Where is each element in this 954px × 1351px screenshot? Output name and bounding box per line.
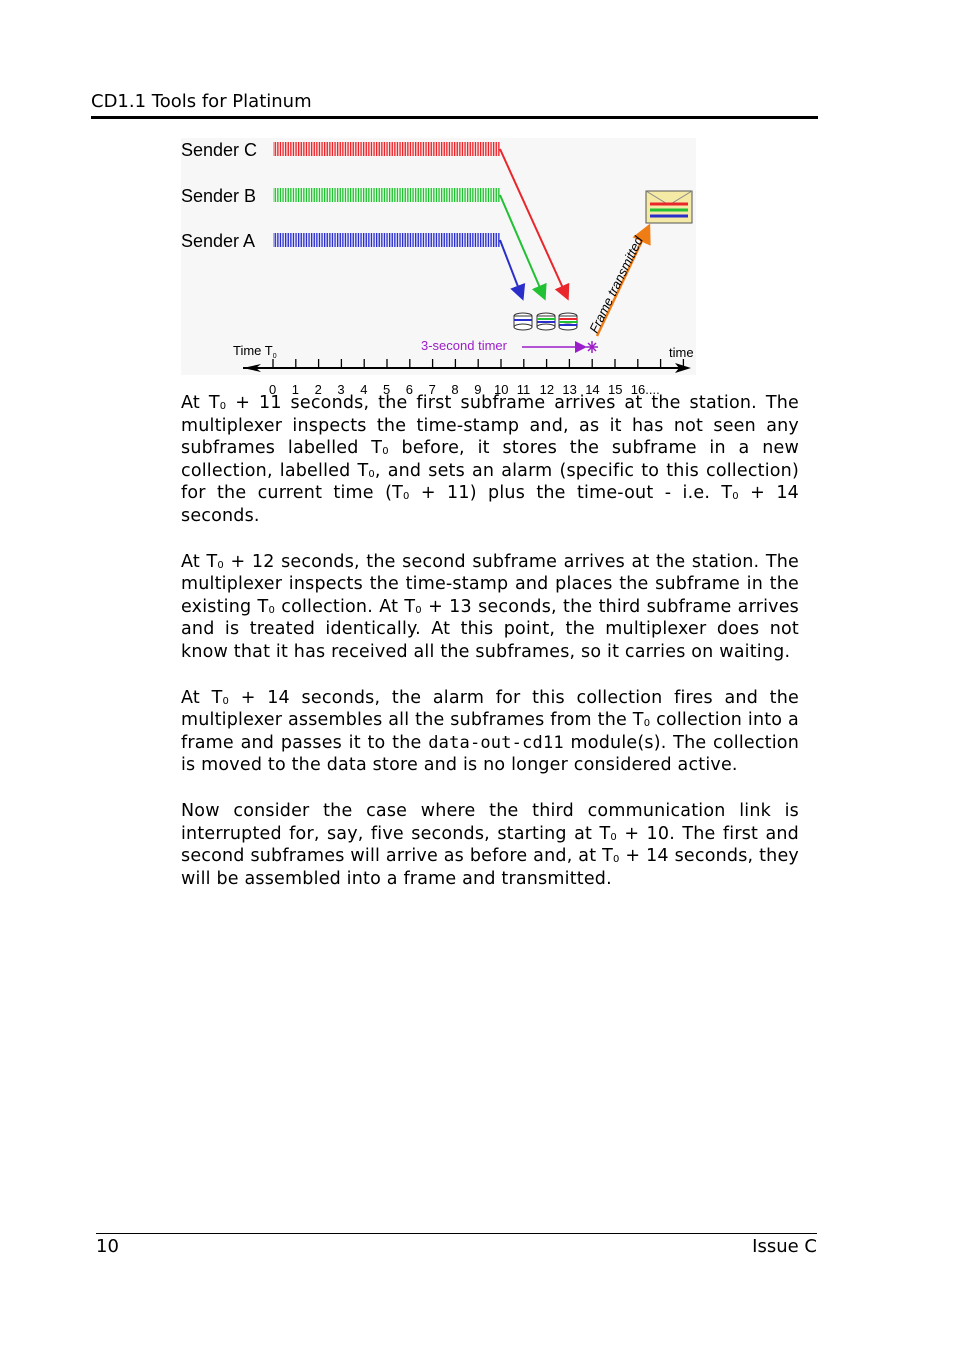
collection-disk-icon xyxy=(537,313,555,330)
axis-tick-label: 11 xyxy=(516,382,531,397)
sender-c-label: Sender C xyxy=(181,140,258,160)
issue-label: Issue C xyxy=(752,1236,817,1257)
timing-diagram xyxy=(181,138,701,400)
page-number: 10 xyxy=(96,1236,119,1257)
axis-tick-label: 2 xyxy=(314,382,322,397)
sender-a-label: Sender A xyxy=(181,231,256,251)
collection-disk-icon xyxy=(514,313,532,330)
subscript: 0 xyxy=(368,468,375,480)
text-run: At T xyxy=(181,393,220,413)
module-name: data-out-cd11 xyxy=(428,732,564,753)
axis-tick-label: 7 xyxy=(428,382,436,397)
text-run: + 11 seconds, the first subframe arrives at the station. The multiplexer inspects the time-stamp and, as it has not seen any subframes labelled T xyxy=(181,393,800,459)
sender-b-label: Sender B xyxy=(181,186,257,206)
subscript: 0 xyxy=(217,559,224,571)
subscript: 0 xyxy=(268,604,276,616)
running-header: CD1.1 Tools for Platinum xyxy=(91,91,312,112)
subscript: 0 xyxy=(613,854,620,866)
paragraph xyxy=(181,800,799,890)
axis-tick-label: 1 xyxy=(291,382,300,397)
envelope-icon xyxy=(646,191,692,223)
axis-tick-label: 0 xyxy=(269,382,277,397)
subscript: 0 xyxy=(732,491,739,503)
timer-label: 3-second timer xyxy=(421,338,507,353)
axis-tick-label: 16.... xyxy=(630,382,660,397)
axis-tick-label: 8 xyxy=(451,382,459,397)
text-run: Now consider the case where the third communication link is interrupted for, say, five seconds, starting at T xyxy=(181,800,799,844)
sender-a-stream xyxy=(273,233,500,247)
text-run: + 14 seconds, they will be assembled into a frame and transmitted. xyxy=(181,846,799,889)
text-run: At T xyxy=(181,687,223,708)
axis-tick-label: 14 xyxy=(585,382,600,397)
subscript: 0 xyxy=(219,401,227,412)
axis-tick-label: 13 xyxy=(562,382,577,397)
text-run: + 12 seconds, the second subframe arrives at the station. The multiplexer inspects the time-stamp and places the subframe in the existing T xyxy=(181,551,799,617)
paragraph xyxy=(181,687,799,777)
sender-c-stream xyxy=(273,142,500,156)
axis-tick-label: 5 xyxy=(383,382,391,397)
text-run: module(s). The collection is moved to the data store and is no longer considered active. xyxy=(181,732,799,776)
subscript: 0 xyxy=(643,718,651,730)
axis-tick-label: 15 xyxy=(608,382,623,397)
axis-tick-label: 9 xyxy=(474,382,482,397)
text-run: , and sets an alarm (specific to this collection) for the current time (T xyxy=(181,460,799,504)
subscript: 0 xyxy=(382,446,389,458)
frame-transmitted-label: Frame transmitted xyxy=(586,233,646,336)
text-run: At T xyxy=(181,551,218,572)
footer-rule xyxy=(96,1233,817,1234)
subscript: 0 xyxy=(403,491,410,503)
text-run: collection into a frame and passes it to the xyxy=(181,710,799,753)
text-run: + 11) plus the time-out - i.e. T xyxy=(409,483,733,504)
paragraph xyxy=(181,392,799,528)
header-rule xyxy=(91,116,818,119)
axis-tick-label: 6 xyxy=(405,382,414,397)
collection-disk-icon xyxy=(559,313,577,330)
axis-tick-label: 4 xyxy=(360,382,368,397)
time-origin-label: Time $T_0$ xyxy=(233,343,277,360)
text-run: + 13 seconds, the third subframe arrives and is treated identically. At this point, the multiplexer does not know that it has received all the subframes, so it carries on waiting. xyxy=(181,596,799,662)
subscript: 0 xyxy=(610,831,617,843)
axis-tick-label: 10 xyxy=(494,382,509,397)
axis-tick-label: 3 xyxy=(337,382,345,397)
subscript: 0 xyxy=(222,695,230,707)
sender-b-stream xyxy=(273,188,500,202)
paragraph xyxy=(181,551,799,664)
time-axis-label: time xyxy=(669,345,694,360)
body-text xyxy=(181,392,799,913)
text-run: before, it stores the subframe in a new collection, labelled T xyxy=(181,438,799,481)
axis-tick-label: 12 xyxy=(539,382,555,397)
subscript: 0 xyxy=(415,604,422,616)
text-run: + 14 seconds. xyxy=(181,483,799,526)
text-run: collection. At T xyxy=(275,596,416,617)
text-run: + 14 seconds, the alarm for this collection fires and the multiplexer assembles all the subframes from the T xyxy=(181,687,799,731)
text-run: + 10. The first and second subframes will arrive as before and, at T xyxy=(181,823,799,867)
